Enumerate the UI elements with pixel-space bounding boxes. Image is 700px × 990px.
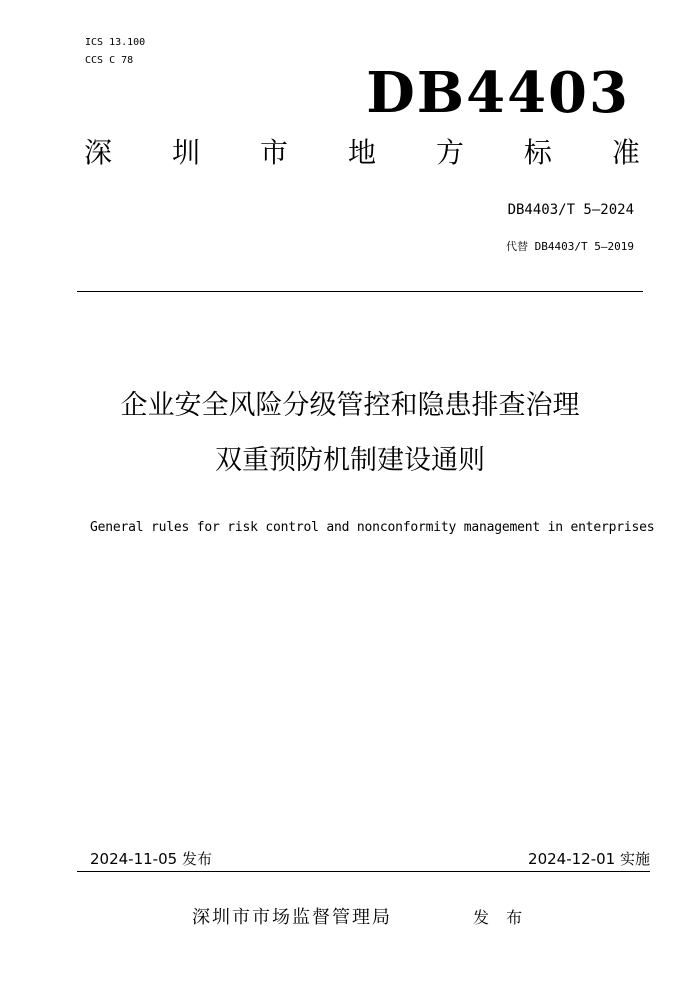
title-chinese-line-1: 企业安全风险分级管控和隐患排查治理	[120, 390, 580, 421]
top-divider	[77, 291, 643, 292]
standard-number: DB4403/T 5—2024	[507, 202, 634, 218]
issue-label: 发 布	[473, 908, 529, 927]
issue-date: 2024-11-05 发布	[90, 850, 212, 868]
standard-type-char: 地	[347, 136, 376, 169]
ccs-code: CCS C 78	[85, 55, 134, 66]
standard-type-heading	[84, 136, 640, 170]
implementation-date: 2024-12-01 实施	[528, 850, 650, 868]
standard-type-char: 深	[84, 136, 113, 169]
ics-code: ICS 13.100	[85, 37, 146, 48]
standard-type-char: 准	[611, 136, 640, 169]
standard-type-char: 市	[259, 136, 288, 169]
standard-code-logo: DB4403	[366, 60, 630, 126]
issuing-authority: 深圳市市场监督管理局	[192, 907, 392, 928]
title-english: General rules for risk control and nonconformity management in enterprises	[90, 520, 655, 535]
standard-type-char: 标	[523, 136, 552, 169]
standard-type-char: 圳	[171, 136, 200, 169]
bottom-divider	[77, 871, 650, 872]
title-chinese-line-2: 双重预防机制建设通则	[215, 445, 485, 476]
standard-type-char: 方	[435, 136, 464, 169]
replaces-standard: 代替 DB4403/T 5—2019	[506, 240, 634, 253]
